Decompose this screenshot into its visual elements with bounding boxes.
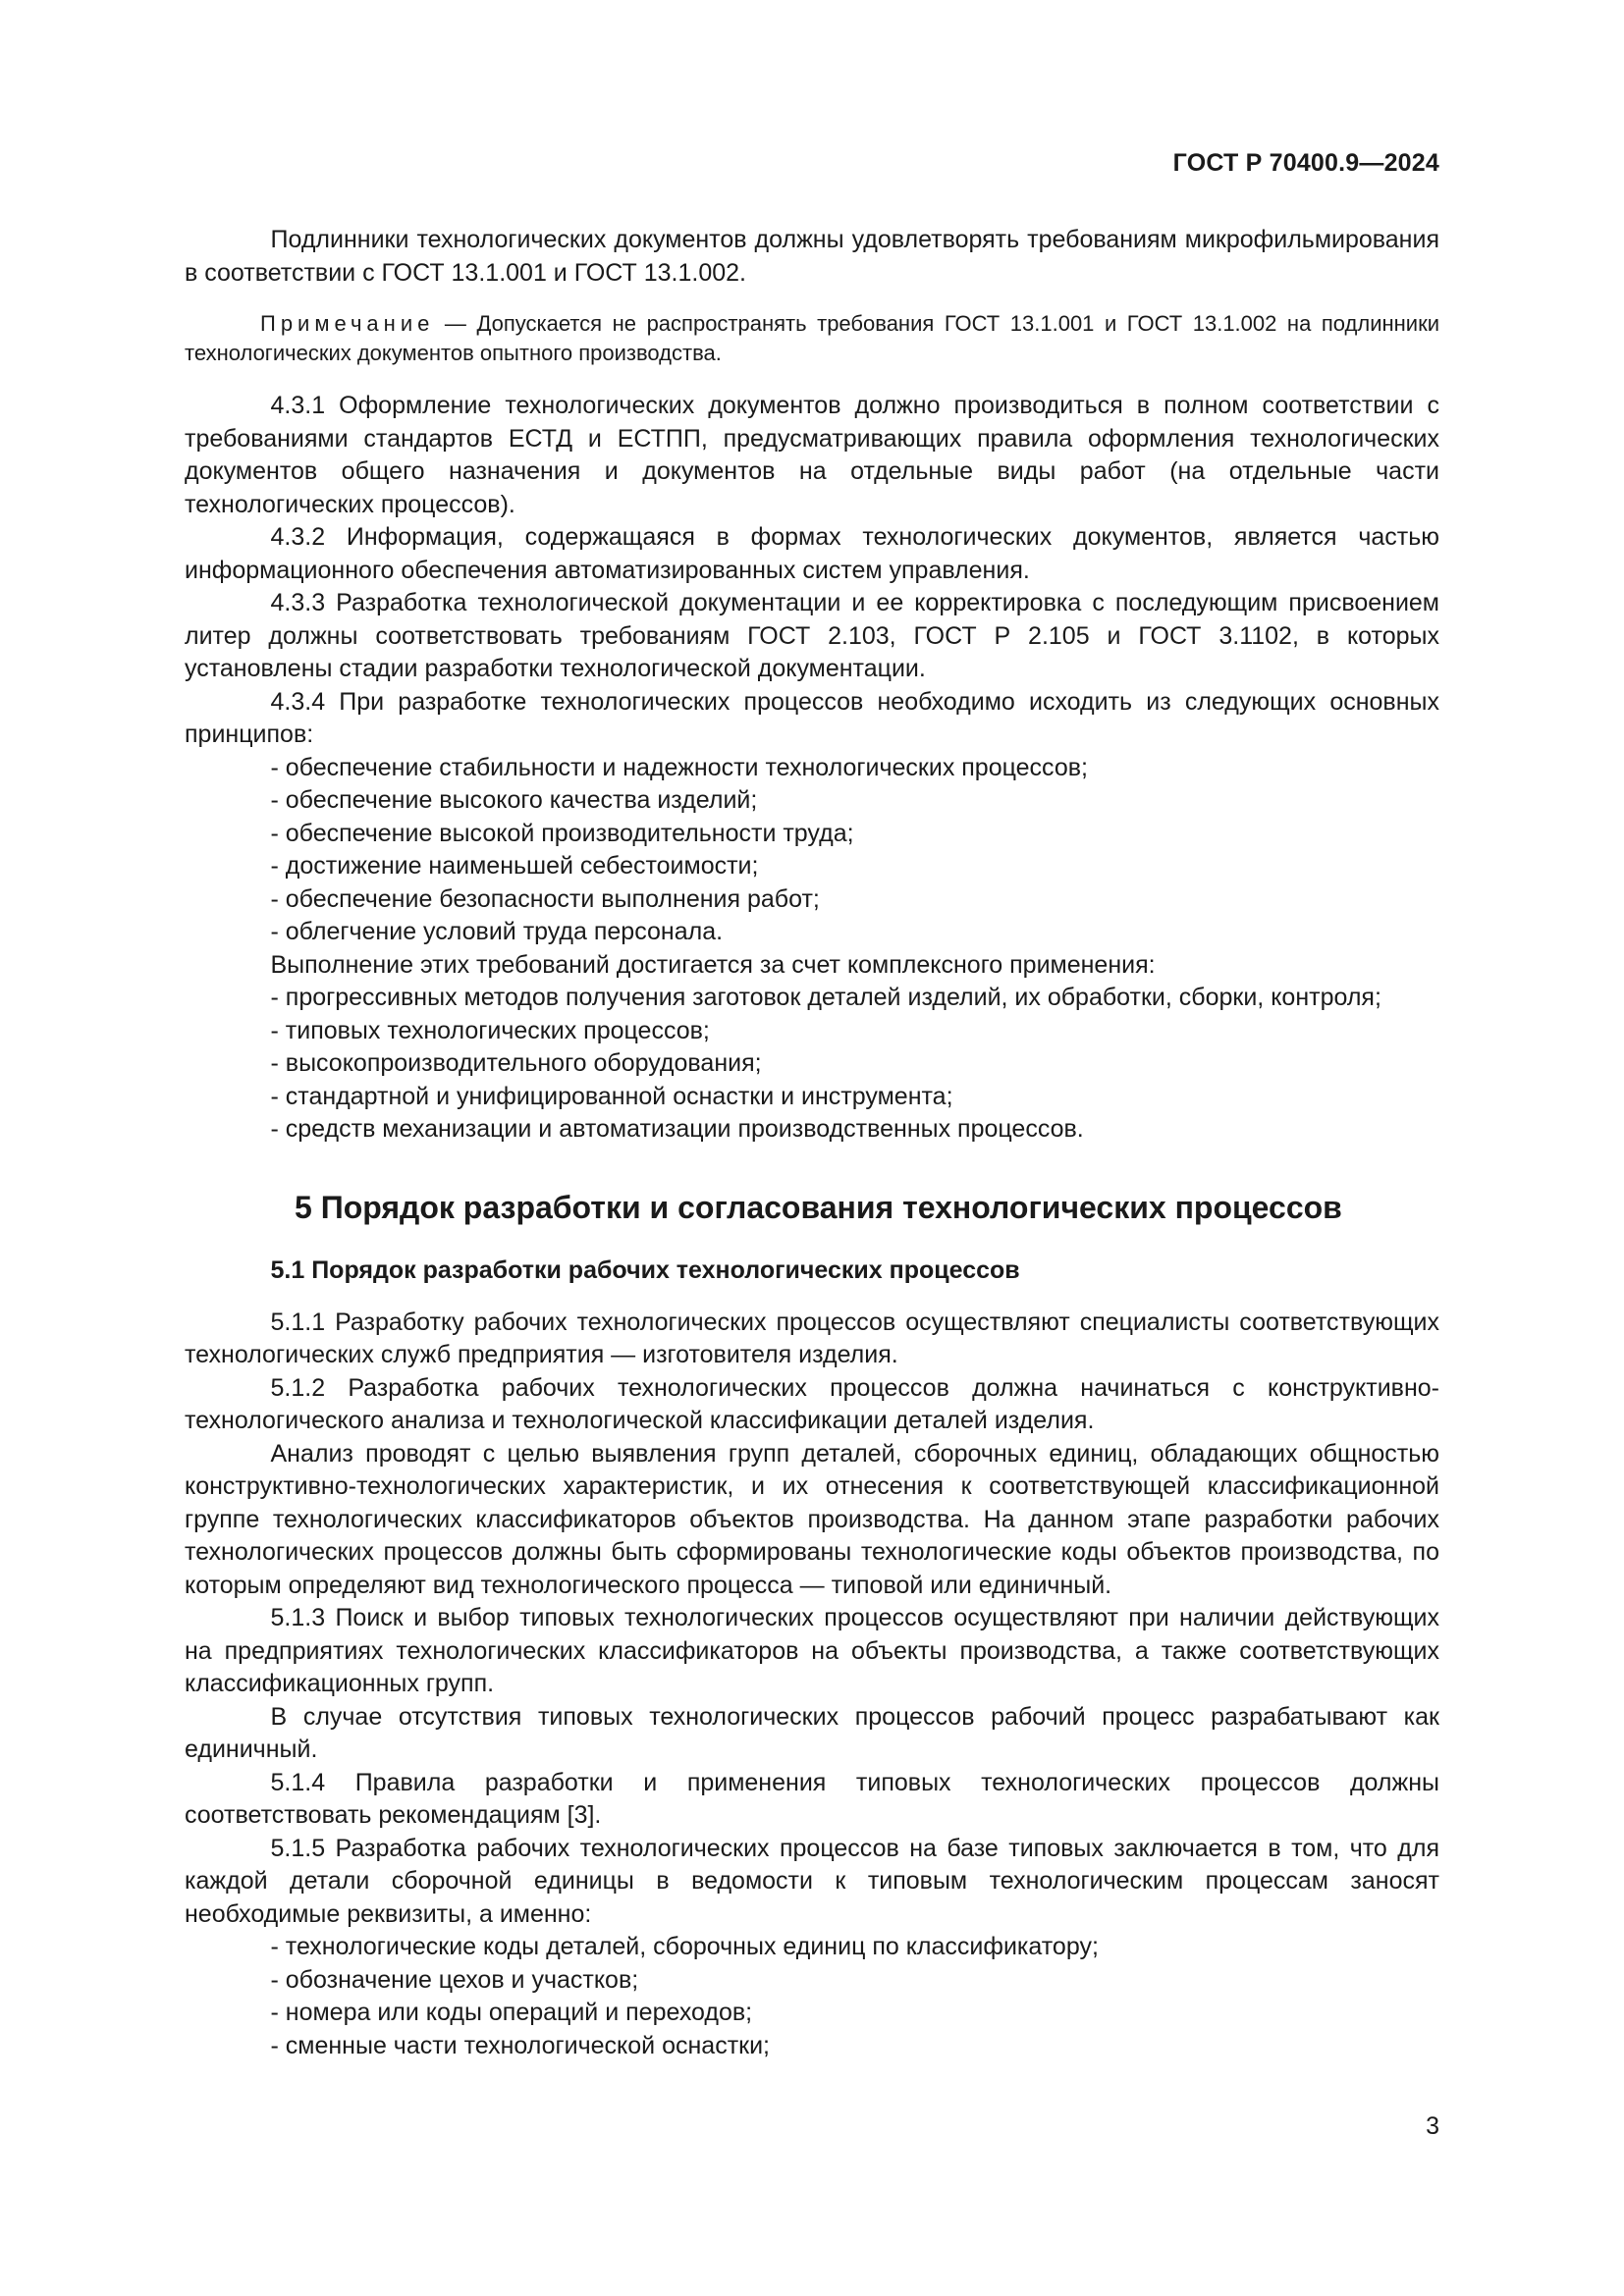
- intro-paragraph: Подлинники технологических документов должны удовлетворять требованиям микрофильмирования в соответствии с ГОСТ 13.1.001 и ГОСТ 13.1.002.: [185, 226, 1439, 287]
- list-item: - обозначение цехов и участков;: [185, 1964, 1439, 1998]
- clause-4-3-1: 4.3.1 Оформление технологических документов должно производиться в полном соответствии с требованиями стандартов ЕСТД и ЕСТПП, предусматривающих правила оформления технологических документов общего назначения и документов на отдельные виды работ (на отдельные части технологических процессов).: [185, 392, 1439, 518]
- list-item: - стандартной и унифицированной оснастки и инструмента;: [185, 1081, 1439, 1114]
- analysis-paragraph: Анализ проводят с целью выявления групп деталей, сборочных единиц, обладающих общностью конструктивно-технологических характеристик, и их отнесения к соответствующей классификационной группе технологических классификаторов объектов производства. На данном этапе разработки рабочих технологических процессов должны быть сформированы технологические коды объектов производства, по которым определяют вид технологического процесса — типовой или единичный.: [185, 1439, 1439, 1599]
- list-item: - обеспечение высокой производительности труда;: [185, 818, 1439, 851]
- note: [185, 309, 1439, 368]
- page-number: 3: [1426, 2112, 1439, 2140]
- clause-5-1-5: 5.1.5 Разработка рабочих технологических процессов на базе типовых заключается в том, что для каждой детали сборочной единицы в ведомости к типовым технологическим процессам заносят необходимые реквизиты, а именно:: [185, 1834, 1439, 1928]
- clause-5-1-2: 5.1.2 Разработка рабочих технологических процессов должна начинаться с конструктивно-технологического анализа и технологической классификации деталей изделия.: [185, 1373, 1439, 1434]
- means-list: [185, 982, 1439, 1147]
- list-item: - высокопроизводительного оборудования;: [185, 1047, 1439, 1081]
- note-text: — Допускается не распространять требования ГОСТ 13.1.001 и ГОСТ 13.1.002 на подлинники технологических документов опытного производства.: [185, 311, 1439, 365]
- list-item: - технологические коды деталей, сборочных единиц по классификатору;: [185, 1931, 1439, 1964]
- clause-4-3-4: 4.3.4 При разработке технологических процессов необходимо исходить из следующих основных принципов:: [185, 687, 1439, 748]
- clause-4-3-2: 4.3.2 Информация, содержащаяся в формах технологических документов, является частью информационного обеспечения автоматизированных систем управления.: [185, 523, 1439, 584]
- list-item: - типовых технологических процессов;: [185, 1015, 1439, 1048]
- list-item: - облегчение условий труда персонала.: [185, 916, 1439, 949]
- list-item: - обеспечение стабильности и надежности технологических процессов;: [185, 752, 1439, 785]
- principles-list: [185, 752, 1439, 949]
- document-body: [185, 224, 1439, 2062]
- note-label: Примечание: [260, 311, 435, 336]
- list-item: - обеспечение высокого качества изделий;: [185, 784, 1439, 818]
- requisites-list: [185, 1931, 1439, 2062]
- achieve-paragraph: Выполнение этих требований достигается за счет комплексного применения:: [270, 950, 1156, 979]
- clause-5-1-1: 5.1.1 Разработку рабочих технологических процессов осуществляют специалисты соответствующих технологических служб предприятия — изготовителя изделия.: [185, 1308, 1439, 1368]
- clause-4-3-3: 4.3.3 Разработка технологической документации и ее корректировка с последующим присвоением литер должны соответствовать требованиям ГОСТ 2.103, ГОСТ Р 2.105 и ГОСТ 3.1102, в которых установлены стадии разработки технологической документации.: [185, 589, 1439, 682]
- clause-5-1-4: 5.1.4 Правила разработки и применения типовых технологических процессов должны соответствовать рекомендациям [3].: [185, 1768, 1439, 1829]
- section-5-heading: 5 Порядок разработки и согласования технологических процессов: [295, 1189, 1342, 1225]
- list-item: - прогрессивных методов получения заготовок деталей изделий, их обработки, сборки, контроля;: [185, 982, 1439, 1015]
- absence-paragraph: В случае отсутствия типовых технологических процессов рабочий процесс разрабатывают как единичный.: [185, 1702, 1439, 1763]
- list-item: - обеспечение безопасности выполнения работ;: [185, 883, 1439, 917]
- list-item: - номера или коды операций и переходов;: [185, 1997, 1439, 2030]
- list-item: - сменные части технологической оснастки;: [185, 2030, 1439, 2063]
- clause-5-1-3: 5.1.3 Поиск и выбор типовых технологических процессов осуществляют при наличии действующих на предприятиях технологических классификаторов на объекты производства, а также соответствующих классификационных групп.: [185, 1604, 1439, 1697]
- list-item: - средств механизации и автоматизации производственных процессов.: [185, 1113, 1439, 1147]
- document-code: ГОСТ Р 70400.9—2024: [1172, 149, 1439, 177]
- list-item: - достижение наименьшей себестоимости;: [185, 850, 1439, 883]
- section-5-1-heading: 5.1 Порядок разработки рабочих технологических процессов: [270, 1255, 1020, 1284]
